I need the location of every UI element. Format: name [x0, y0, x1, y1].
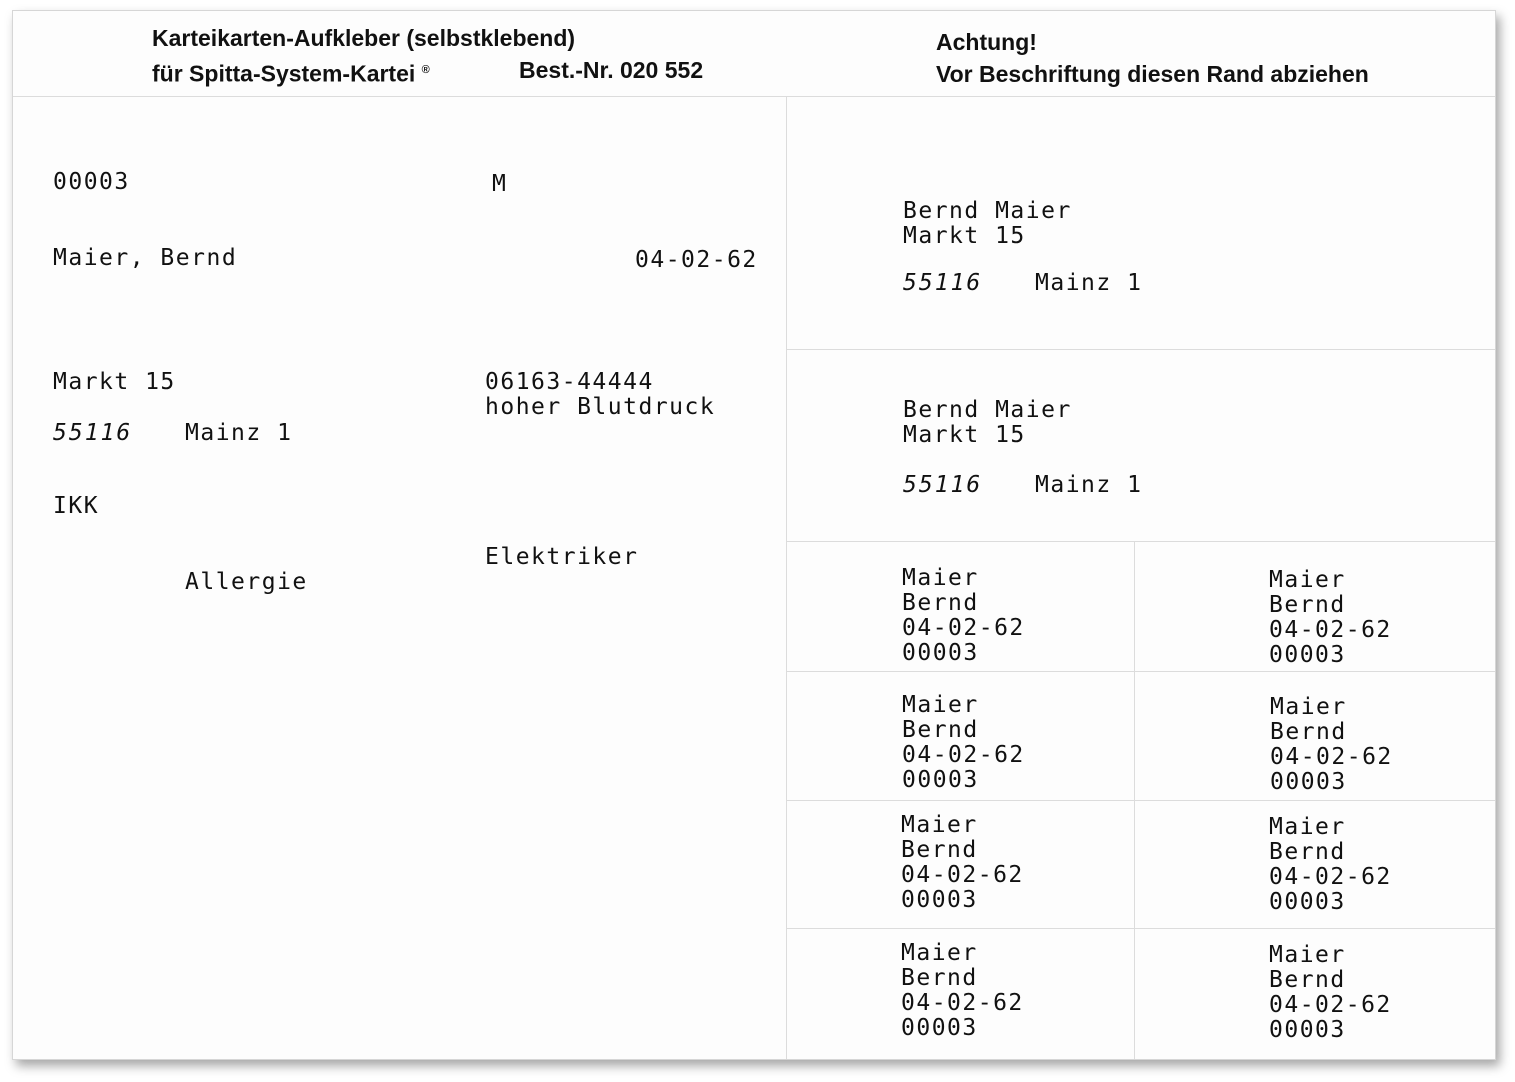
grid-divider [787, 541, 1495, 542]
small-label-number: 00003 [1269, 889, 1346, 915]
small-label-birth: 04-02-62 [901, 990, 1024, 1016]
small-label [1270, 695, 1393, 795]
small-label-number: 00003 [902, 640, 979, 666]
address-city: Mainz 1 [1035, 472, 1143, 498]
vertical-divider [786, 97, 787, 1059]
small-label-last: Maier [1269, 814, 1346, 840]
small-label-birth: 04-02-62 [1269, 864, 1392, 890]
small-label [1269, 815, 1392, 915]
small-label-last: Maier [902, 692, 979, 718]
order-number: Best.-Nr. 020 552 [519, 57, 704, 83]
patient-sex: M [492, 171, 508, 197]
small-label-birth: 04-02-62 [901, 862, 1024, 888]
address-label [903, 199, 1072, 249]
small-label-first: Bernd [902, 590, 979, 616]
small-label [1269, 943, 1392, 1043]
patient-phone: 06163-44444 [485, 369, 654, 395]
small-label-number: 00003 [1269, 1017, 1346, 1043]
grid-vertical-divider [1134, 542, 1135, 1059]
header-title: Karteikarten-Aufkleber (selbstklebend) [152, 25, 576, 51]
address-label [903, 398, 1072, 448]
small-label-birth: 04-02-62 [1269, 617, 1392, 643]
small-label-first: Bernd [1269, 592, 1346, 618]
small-label [902, 566, 1025, 666]
patient-number: 00003 [53, 169, 130, 195]
small-label-birth: 04-02-62 [902, 615, 1025, 641]
header-subtitle [152, 55, 430, 89]
small-label-birth: 04-02-62 [902, 742, 1025, 768]
patient-insurance: IKK [53, 493, 100, 519]
small-label-last: Maier [1269, 942, 1346, 968]
peel-edge-divider [13, 96, 1495, 97]
small-label [901, 813, 1024, 913]
patient-note: hoher Blutdruck [485, 394, 716, 420]
small-label-number: 00003 [1269, 642, 1346, 668]
address-street: Markt 15 [903, 223, 1026, 249]
header-system-name: für Spitta-System-Kartei [152, 60, 416, 87]
address-name: Bernd Maier [903, 198, 1072, 224]
address-zip: 55116 [903, 270, 983, 296]
patient-zip: 55116 [53, 420, 133, 446]
patient-city: Mainz 1 [185, 420, 293, 446]
registered-mark: ® [421, 64, 430, 76]
small-label-last: Maier [902, 565, 979, 591]
address-street: Markt 15 [903, 422, 1026, 448]
small-label-first: Bernd [901, 965, 978, 991]
address-name: Bernd Maier [903, 397, 1072, 423]
small-label-first: Bernd [902, 717, 979, 743]
patient-allergy: Allergie [185, 569, 308, 595]
patient-street: Markt 15 [53, 369, 176, 395]
small-label-birth: 04-02-62 [1269, 992, 1392, 1018]
small-label-last: Maier [901, 940, 978, 966]
warning-text: Vor Beschriftung diesen Rand abziehen [936, 61, 1369, 87]
small-label-first: Bernd [901, 837, 978, 863]
small-label-last: Maier [1269, 567, 1346, 593]
grid-divider [787, 671, 1495, 672]
small-label-last: Maier [901, 812, 978, 838]
small-label [902, 693, 1025, 793]
small-label [901, 941, 1024, 1041]
label-sheet [12, 10, 1496, 1060]
grid-divider [787, 800, 1495, 801]
address-divider [787, 349, 1495, 350]
grid-divider [787, 928, 1495, 929]
small-label-first: Bernd [1269, 839, 1346, 865]
small-label-number: 00003 [1270, 769, 1347, 795]
small-label-first: Bernd [1270, 719, 1347, 745]
small-label [1269, 568, 1392, 668]
small-label-last: Maier [1270, 694, 1347, 720]
small-label-number: 00003 [901, 887, 978, 913]
small-label-number: 00003 [902, 767, 979, 793]
patient-birthdate: 04-02-62 [635, 247, 758, 273]
warning-title: Achtung! [936, 29, 1037, 55]
small-label-first: Bernd [1269, 967, 1346, 993]
patient-occupation: Elektriker [485, 544, 639, 570]
address-city: Mainz 1 [1035, 270, 1143, 296]
small-label-number: 00003 [901, 1015, 978, 1041]
address-zip: 55116 [903, 472, 983, 498]
patient-name: Maier, Bernd [53, 245, 238, 271]
small-label-birth: 04-02-62 [1270, 744, 1393, 770]
